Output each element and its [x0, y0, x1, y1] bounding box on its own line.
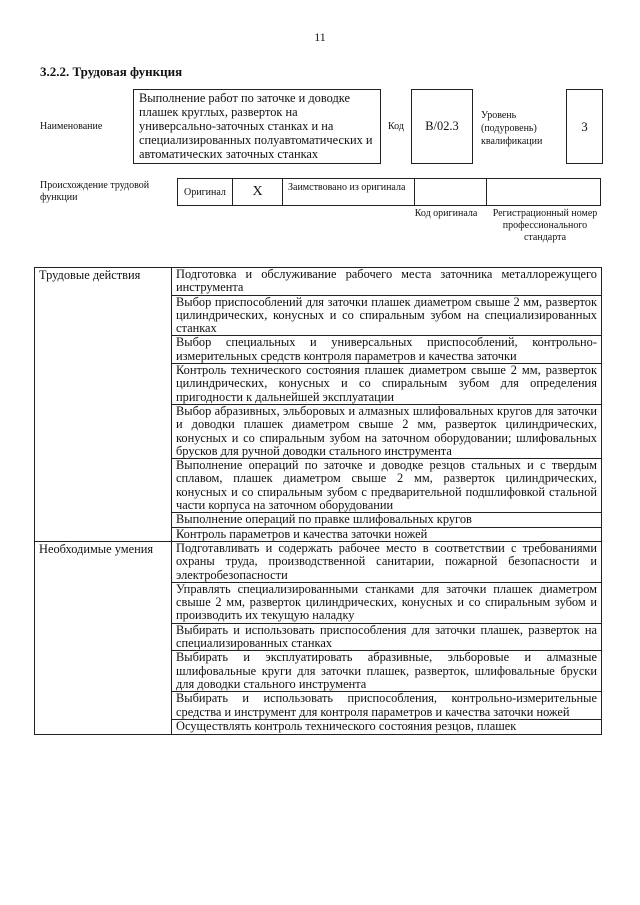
table-cell-item: Осуществлять контроль технического состояния резцов, плашек	[172, 719, 602, 734]
code-box: В/02.3	[411, 89, 473, 164]
competency-table	[34, 267, 602, 735]
origin-table	[177, 178, 601, 206]
table-row	[35, 268, 602, 296]
table-cell-item: Выбирать и использовать приспособления, контрольно-измерительные средства и инструмент для контроля параметров и качества заточки ножей	[172, 692, 602, 720]
borrowed-cell: Заимствовано из оригинала	[283, 179, 415, 205]
reg-number-label: Регистрационный номер профессионального стандарта	[492, 208, 598, 243]
original-mark: X	[233, 179, 283, 205]
table-cell-item: Выбор приспособлений для заточки плашек диаметром свыше 2 мм, разверток цилиндрических, конусных и со спиральным зубом на специализированных станках	[172, 295, 602, 336]
code-label: Код	[388, 121, 404, 132]
level-box: 3	[566, 89, 603, 164]
function-name-box: Выполнение работ по заточке и доводке плашек круглых, разверток на универсально-заточных станках и на специализированных полуавтоматических и автоматических заточных станках	[133, 89, 381, 164]
reg-number-cell	[487, 179, 600, 205]
section-category: Необходимые умения	[35, 541, 172, 734]
table-cell-item: Выбор специальных и универсальных приспособлений, контрольно-измерительных средств контроля параметров и качества заточки	[172, 336, 602, 364]
table-cell-item: Выполнение операций по заточке и доводке резцов стальных и с твердым сплавом, плашек диаметром свыше 2 мм, разверток цилиндрических, конусных и со спиральным зубом с предварительной подшлифовкой стальной части корпуса на заточном оборудовании	[172, 459, 602, 513]
table-cell-item: Выполнение операций по правке шлифовальных кругов	[172, 513, 602, 527]
origin-label: Происхождение трудовой функции	[40, 180, 150, 203]
level-label: Уровень (подуровень) квалификации	[481, 110, 543, 147]
name-label: Наименование	[40, 121, 103, 132]
table-cell-item: Выбор абразивных, эльборовых и алмазных шлифовальных кругов для заточки и доводки плашек диаметром свыше 2 мм, разверток цилиндрических, конусных и со спиральным зубом на заточном оборудовании; шлифовальных брусков для ручной доводки стального инструмента	[172, 404, 602, 458]
table-cell-item: Контроль параметров и качества заточки ножей	[172, 527, 602, 541]
original-cell: Оригинал	[178, 179, 233, 205]
table-cell-item: Подготовка и обслуживание рабочего места заточника металлорежущего инструмента	[172, 268, 602, 296]
section-category: Трудовые действия	[35, 268, 172, 542]
table-cell-item: Управлять специализированными станками для заточки плашек диаметром свыше 2 мм, разверток цилиндрических, конусных и со спиральным зубом и производить их текущую наладку	[172, 582, 602, 623]
table-cell-item: Контроль технического состояния плашек диаметром свыше 2 мм, разверток цилиндрических, конусных и со спиральным зубом для определения пригодности к дальнейшей эксплуатации	[172, 364, 602, 405]
section-title: 3.2.2. Трудовая функция	[40, 64, 183, 79]
table-cell-item: Выбирать и эксплуатировать абразивные, эльборовые и алмазные шлифовальные круги для заточки плашек, разверток, шлифовальные бруски для доводки стального инструмента	[172, 651, 602, 692]
code-original-label: Код оригинала	[414, 208, 478, 219]
table-cell-item: Выбирать и использовать приспособления для заточки плашек, разверток на специализированных станках	[172, 623, 602, 651]
table-row	[35, 541, 602, 582]
table-cell-item: Подготавливать и содержать рабочее место в соответствии с требованиями охраны труда, производственной санитарии, пожарной безопасности и электробезопасности	[172, 541, 602, 582]
page-number: 11	[314, 30, 326, 44]
code-original-cell	[415, 179, 487, 205]
